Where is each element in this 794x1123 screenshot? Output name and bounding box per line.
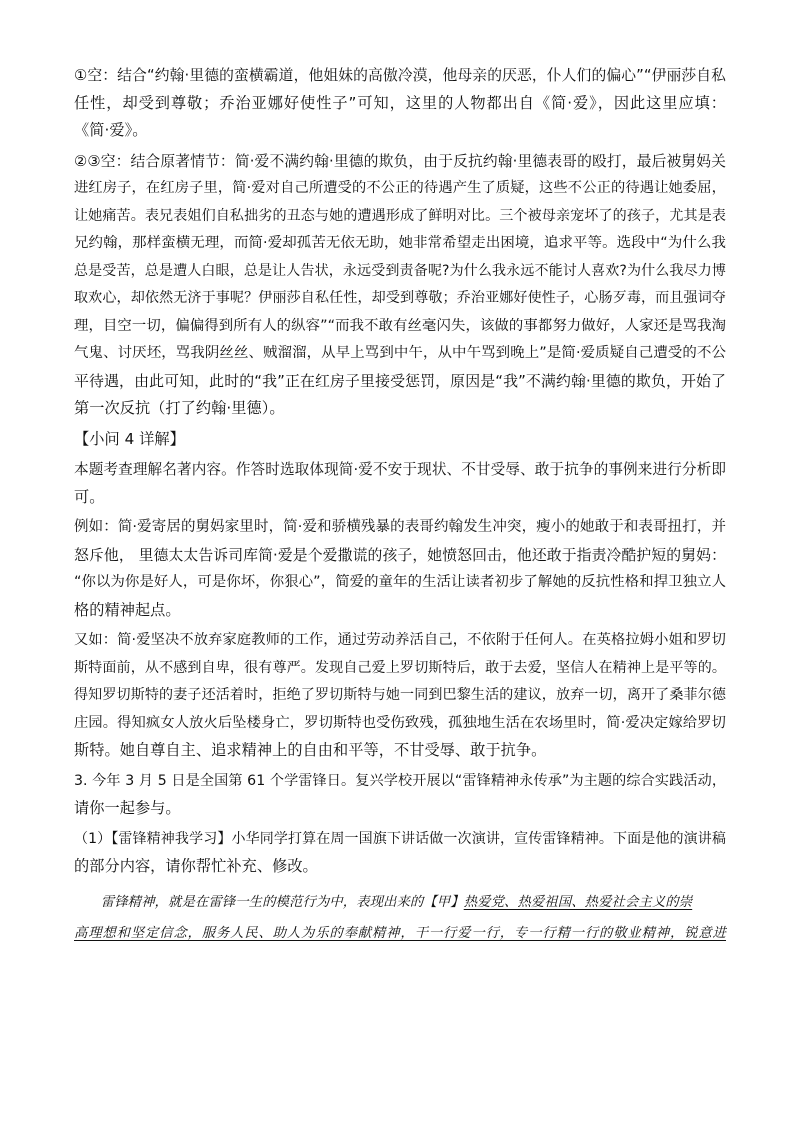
example-two-paragraph <box>74 627 726 765</box>
text-line: 例如：简·爱寄居的舅妈家里时，简·爱和骄横残暴的表哥约翰发生冲突，瘦小的她敢于和表哥扭打，并 <box>74 519 726 535</box>
text-line: ②③空：结合原著情节：简·爱不满约翰·里德的欺负，由于反抗约翰·里德表哥的殴打，最后被舅妈关 <box>74 152 726 170</box>
text-line: 请你一起参与。 <box>74 799 181 817</box>
underlined-sentence: 高理想和坚定信念，服务人民、助人为乐的奉献精神，干一行爱一行，专一行精一行的敬业精神，锐意进 <box>74 925 726 941</box>
text-line: 斯特面前，从不感到自卑，很有尊严。发现自己爱上罗切斯特后，敢于去爱，坚信人在精神上是平等的。 <box>74 659 726 676</box>
underlined-sentence: 热爱党、热爱祖国、热爱社会主义的崇 <box>463 894 693 910</box>
text-line: 又如：简·爱坚决不放弃家庭教师的工作，通过劳动养活自己，不依附于任何人。在英格拉姆小姐和罗切 <box>74 632 726 648</box>
text-line: 兄约翰，那样蛮横无理，而简·爱却孤苦无依无助，她非常希望走出困境，追求平等。选段中“为什么我 <box>74 235 726 251</box>
text-line: 怒斥他， 里德太太告诉司库简·爱是个爱撒谎的孩子，她愤怒回击，他还敢于指责冷酷护短的舅妈： <box>74 546 726 564</box>
example-one-paragraph <box>74 514 726 624</box>
text-line: 平待遇，由此可知，此时的“我”正在红房子里接受惩罚，原因是“我”不满约翰·里德的欺负，开始了 <box>74 371 726 390</box>
text-line: “你以为你是好人，可是你坏，你狠心”，简爱的童年的生活让读者初步了解她的反抗性格和捍卫独立人 <box>74 574 726 590</box>
text-line: 《简·爱》。 <box>74 121 148 139</box>
text-line: 本题考查理解名著内容。作答时选取体现简·爱不安于现状、不甘受辱、敢于抗争的事例来进行分析即 <box>74 461 726 478</box>
answer-blank-2-3-explanation <box>74 148 726 423</box>
text-line: 的部分内容，请你帮忙补充、修改。 <box>74 857 318 875</box>
text-line: 总是受苦，总是遭人白眼，总是让人告状，永远受到责备呢?为什么我永远不能讨人喜欢?为什么我尽力博 <box>74 262 726 279</box>
speech-text: 雷锋精神，就是在雷锋一生的模范行为中，表现出来的【甲】 <box>100 894 464 910</box>
speech-excerpt <box>74 887 726 949</box>
sub-question-1-prompt <box>74 826 726 881</box>
text-line: 3. 今年 3 月 5 日是全国第 61 个学雷锋日。复兴学校开展以“雷锋精神永传承”为主题的综合实践活动， <box>74 772 726 789</box>
answer-blank-1-explanation <box>74 62 726 145</box>
text-line: 第一次反抗（打了约翰·里德）。 <box>74 399 285 417</box>
text-line: 可。 <box>74 487 105 506</box>
text-line: ①空：结合“约翰·里德的蛮横霸道，他姐妹的高傲冷漠，他母亲的厌恶，仆人们的偏心”“伊丽莎自私 <box>74 67 726 84</box>
text-line: 气鬼、讨厌坯，骂我阴丝丝、贼溜溜，从早上骂到中午，从中午骂到晚上”是简·爱质疑自己遭受的不公 <box>74 345 726 361</box>
question-4-intro <box>74 456 726 511</box>
text-line: 斯特。她自尊自主、追求精神上的自由和平等，不甘受辱、敢于抗争。 <box>74 741 547 759</box>
question-3-prompt <box>74 768 726 823</box>
text-line: 任性，却受到尊敬；乔治亚娜好使性子”可知，这里的人物都出自《简·爱》，因此这里应填： <box>74 93 726 112</box>
text-line: 让她痛苦。表兄表姐们自私拙劣的丑态与她的遭遇形成了鲜明对比。三个被母亲宠坏了的孩子，尤其是表 <box>74 207 726 224</box>
text-line: 得知罗切斯特的妻子还活着时，拒绝了罗切斯特与她一同到巴黎生活的建议，放弃一切，离开了桑菲尔德 <box>74 687 726 703</box>
text-line: 理，目空一切，偏偏得到所有人的纵容”“而我不敢有丝毫闪失，该做的事都努力做好，人家还是骂我淘 <box>74 317 726 334</box>
document-page <box>74 62 726 949</box>
text-line: 庄园。得知疯女人放火后坠楼身亡，罗切斯特也受伤致残，孤独地生活在农场里时，简·爱决定嫁给罗切 <box>74 714 726 731</box>
question-4-heading: 【小问 4 详解】 <box>74 429 185 448</box>
text-line: 取欢心，却依然无济于事呢？伊丽莎自私任性，却受到尊敬；乔治亚娜好使性子，心肠歹毒，而且强词夺 <box>74 290 726 306</box>
text-line: 进红房子，在红房子里，简·爱对自己所遭受的不公正的待遇产生了质疑，这些不公正的待遇让她委屈， <box>74 180 726 196</box>
text-line: （1）【雷锋精神我学习】小华同学打算在周一国旗下讲话做一次演讲，宣传雷锋精神。下面是他的演讲稿 <box>74 830 726 847</box>
text-line: 格的精神起点。 <box>74 600 181 619</box>
speech-line <box>74 887 726 918</box>
section-heading <box>74 426 726 454</box>
